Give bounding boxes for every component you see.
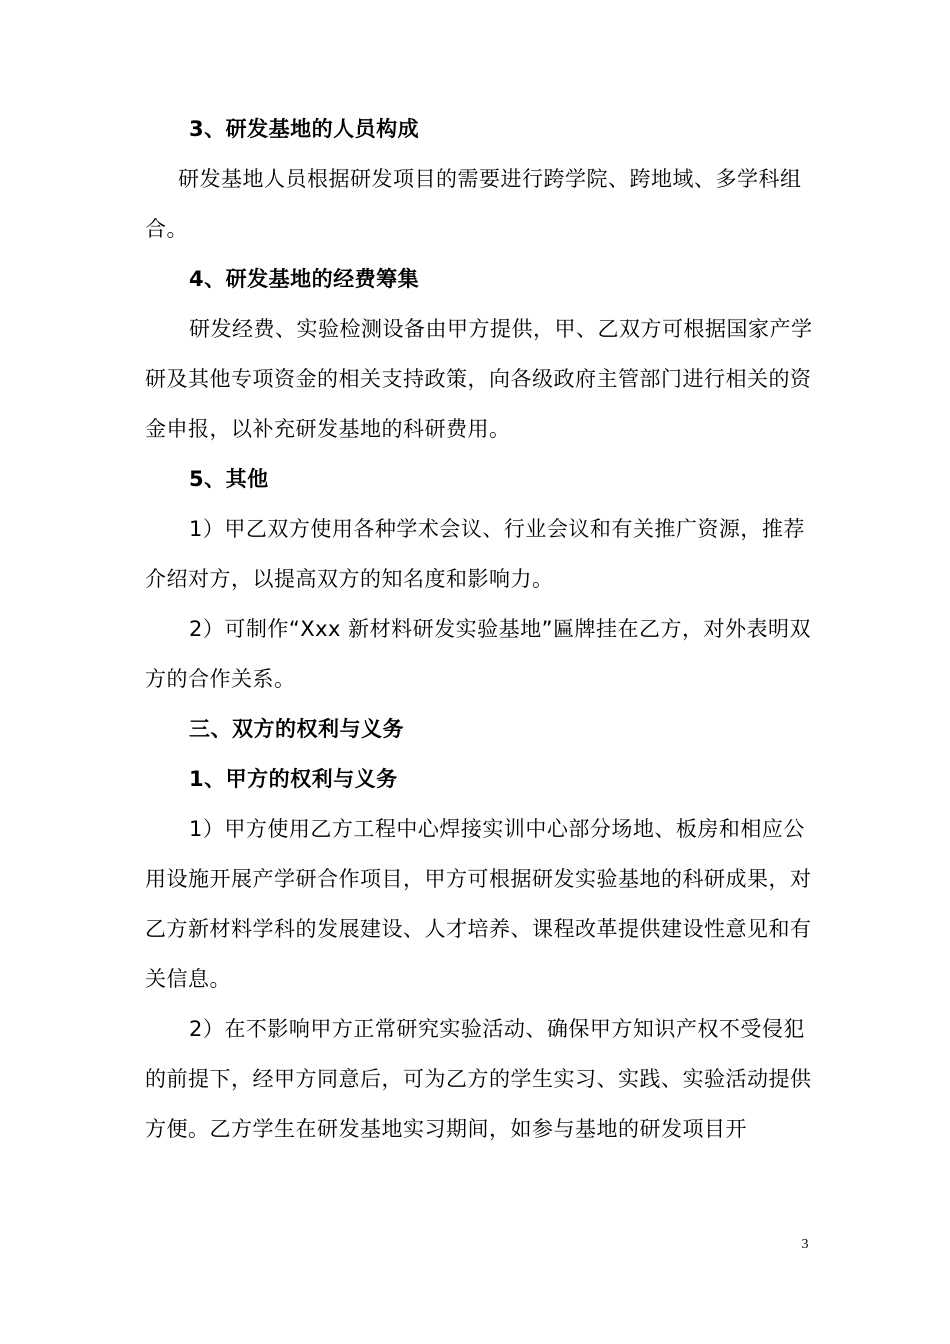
paragraph-funding: 研发经费、实验检测设备由甲方提供，甲、乙双方可根据国家产学研及其他专项资金的相关支持政策，向各级政府主管部门进行相关的资金申报，以补充研发基地的科研费用。 bbox=[145, 317, 813, 441]
paragraph-party-a-1: 1）甲方使用乙方工程中心焊接实训中心部分场地、板房和相应公用设施开展产学研合作项目，甲方可根据研发实验基地的科研成果，对乙方新材料学科的发展建设、人才培养、课程改革提供建设性意见和有关信息。 bbox=[145, 817, 812, 991]
chapter-heading-rights: 三、双方的权利与义务 bbox=[189, 717, 404, 741]
document-body bbox=[145, 104, 820, 1154]
section-heading-other: 5、其他 bbox=[189, 467, 269, 491]
paragraph-party-a-2: 2）在不影响甲方正常研究实验活动、确保甲方知识产权不受侵犯的前提下，经甲方同意后，可为乙方的学生实习、实践、实验活动提供方便。乙方学生在研发基地实习期间，如参与基地的研发项目开 bbox=[145, 1017, 812, 1141]
paragraph-other-2: 2）可制作“Xxx 新材料研发实验基地”匾牌挂在乙方，对外表明双方的合作关系。 bbox=[145, 617, 812, 691]
paragraph-other-1: 1）甲乙双方使用各种学术会议、行业会议和有关推广资源，推荐介绍对方，以提高双方的知名度和影响力。 bbox=[145, 517, 805, 591]
page-number: 3 bbox=[801, 1237, 809, 1252]
section-heading-funding: 4、研发基地的经费筹集 bbox=[189, 267, 420, 291]
paragraph-personnel: 研发基地人员根据研发项目的需要进行跨学院、跨地域、多学科组合。 bbox=[145, 167, 802, 241]
section-heading-personnel: 3、研发基地的人员构成 bbox=[189, 117, 420, 141]
section-heading-party-a: 1、甲方的权利与义务 bbox=[189, 767, 398, 791]
